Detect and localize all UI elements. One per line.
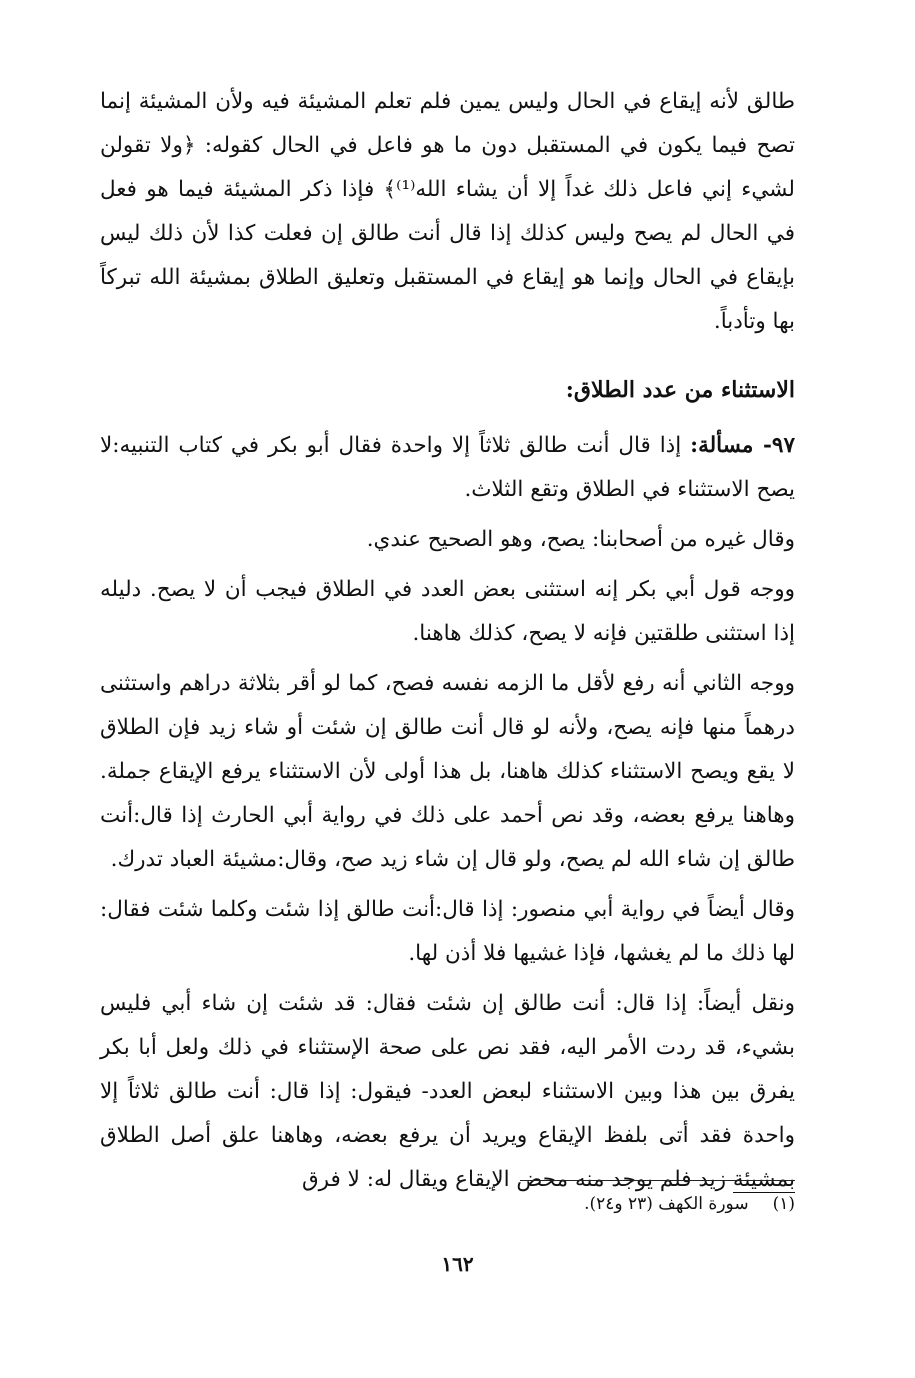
footnote-divider bbox=[520, 1180, 795, 1181]
paragraph-5: ووجه الثاني أنه رفع لأقل ما الزمه نفسه فصح، كما لو أقر بثلاثة دراهم واستثنى درهماً منها فإنه يصح، ولأنه لو قال أنت طالق إن شئت أو شاء زيد فإن الطلاق لا يقع ويصح الاستثناء كذلك هاهنا، بل هذا أولى لأن الاستثناء يرفع الإيقاع جملة. وهاهنا يرفع بعضه، وقد نص أحمد على ذلك في رواية أبي الحارث إذا قال:أنت طالق إن شاء الله لم يصح، ولو قال إن شاء زيد صح، وقال:مشيئة العباد تدرك. bbox=[100, 671, 795, 872]
section-heading: الاستثناء من عدد الطلاق: bbox=[565, 377, 795, 403]
paragraph-3: وقال غيره من أصحابنا: يصح، وهو الصحيح عندي. bbox=[366, 527, 795, 552]
footnote-text: سورة الكهف (٢٣ و٢٤). bbox=[584, 1194, 749, 1214]
paragraph-6: وقال أيضاً في رواية أبي منصور: إذا قال:أنت طالق إذا شئت وكلما شئت فقال: لها ذلك ما لم يغشها، فإذا غشيها فلا أذن لها. bbox=[100, 897, 795, 966]
paragraph-2 bbox=[100, 424, 795, 512]
paragraph-1: طالق لأنه إيقاع في الحال وليس يمين فلم تعلم المشيئة فيه ولأن المشيئة إنما تصح فيما يكون في المستقبل دون ما هو فاعل في الحال كقوله: ﴿ولا تقولن لشيء إني فاعل ذلك غداً إلا أن يشاء الله⁽¹⁾﴾ فإذا ذكر المشيئة فيما هو فعل في الحال لم يصح وليس كذلك إذا قال أنت طالق إن فعلت كذا لأن ذلك ليس بإيقاع في الحال وإنما هو إيقاع في المستقبل وتعليق الطلاق بمشيئة الله تبركاً بها وتأدباً. bbox=[100, 89, 795, 334]
footnote bbox=[584, 1188, 795, 1220]
footnote-number: (١) bbox=[772, 1194, 795, 1214]
paragraph-4: ووجه قول أبي بكر إنه استثنى بعض العدد في الطلاق فيجب أن لا يصح. دليله إذا استثنى طلقتين فإنه لا يصح، كذلك هاهنا. bbox=[100, 577, 795, 646]
paragraph-7-underlined-word: بمشيئة bbox=[732, 1167, 795, 1192]
paragraph-2-text: إذا قال أنت طالق ثلاثاً إلا واحدة فقال أبو بكر في كتاب التنبيه:لا يصح الاستثناء في الطلاق وتقع الثلاث. bbox=[100, 433, 795, 502]
page-body bbox=[100, 80, 795, 1202]
paragraph-7 bbox=[100, 982, 795, 1202]
paragraph-7-text-b: زيد فلم يوجد منه محض الإيقاع ويقال له: لا فرق bbox=[301, 1167, 733, 1192]
issue-number-label: ٩٧- مسألة: bbox=[690, 433, 795, 458]
paragraph-7-text-a: ونقل أيضاً: إذا قال: أنت طالق إن شئت فقال: قد شئت إن شاء أبي فليس بشيء، قد ردت الأمر اليه، فقد نص على صحة الإستثناء في ذلك ولعل أبا بكر يفرق بين هذا وبين الاستثناء لبعض العدد- فيقول: إذا قال: أنت طالق ثلاثاً إلا واحدة فقد أتى بلفظ الإيقاع ويريد أن يرفع بعضه، وهاهنا علق أصل الطلاق bbox=[100, 991, 795, 1148]
page-number: ١٦٢ bbox=[441, 1252, 474, 1276]
